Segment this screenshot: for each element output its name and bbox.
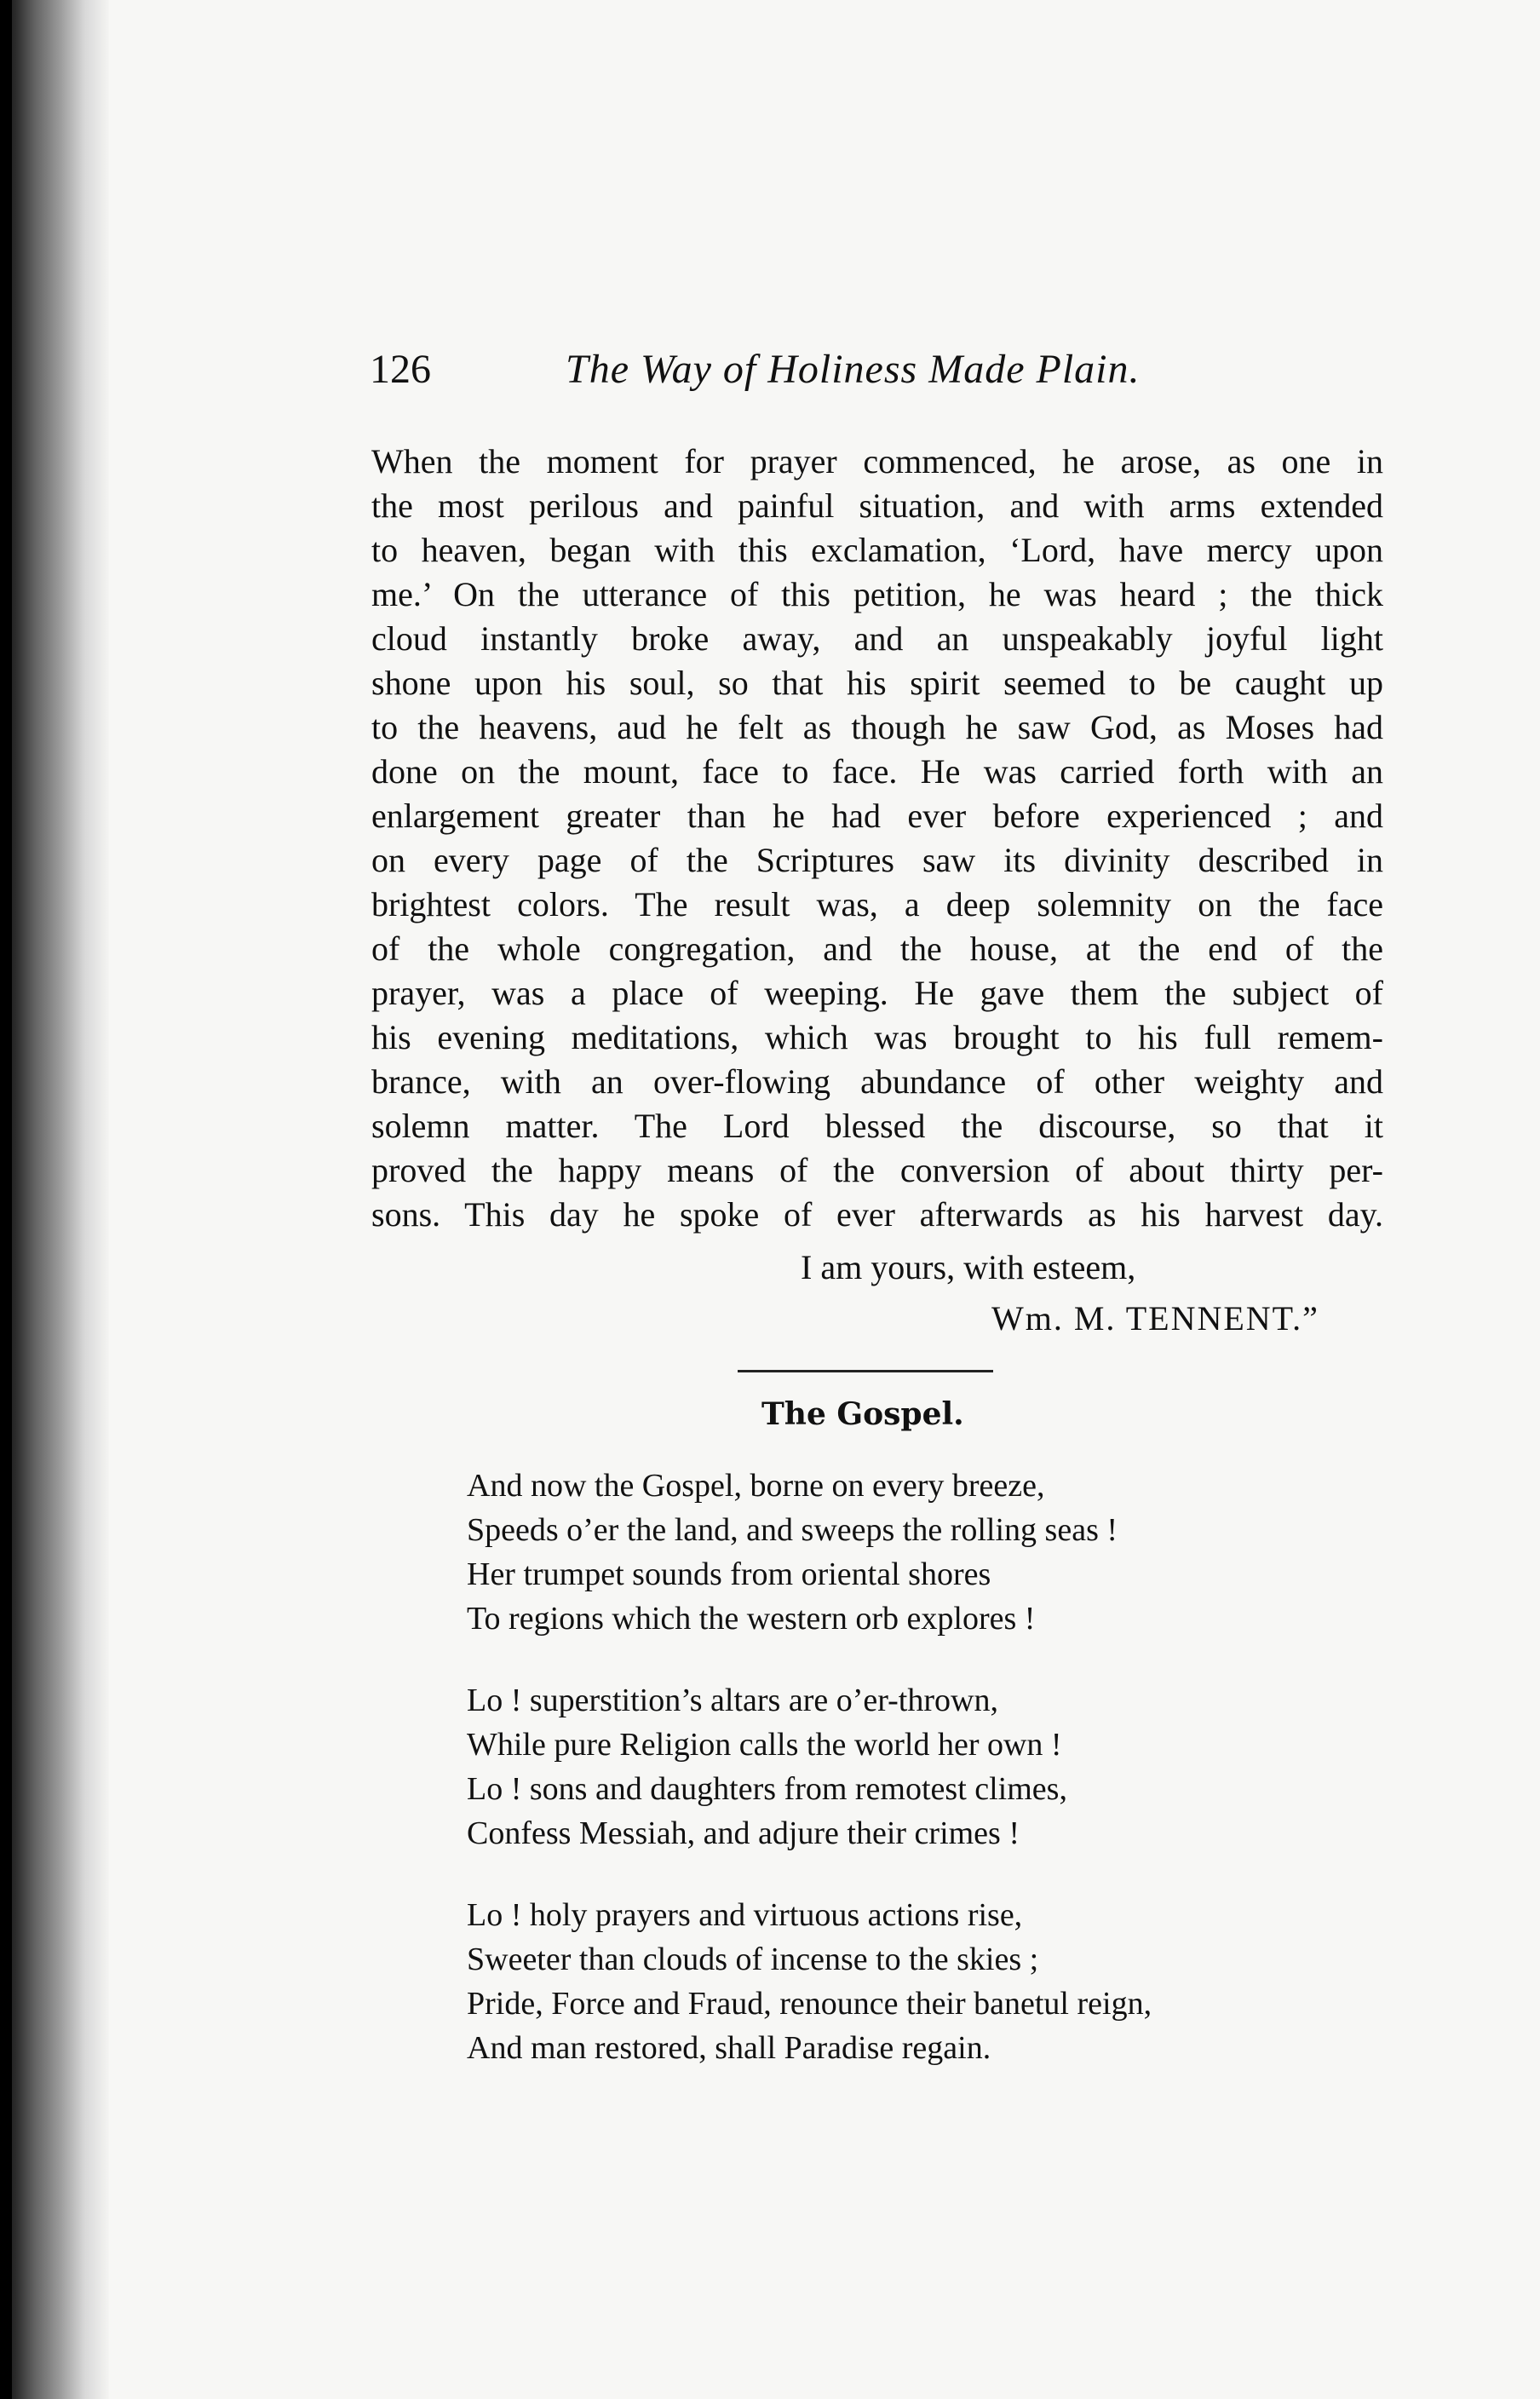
poem-title: The Gospel. (761, 1396, 964, 1432)
poem-line: Confess Messiah, and adjure their crimes ! (467, 1815, 1020, 1851)
body-line: on every page of the Scriptures saw its divinity described in (371, 841, 1383, 879)
poem-line: While pure Religion calls the world her own ! (467, 1727, 1062, 1763)
poem-line: To regions which the western orb explores ! (467, 1601, 1036, 1637)
page-binding-edge (0, 0, 109, 2399)
stanza-gap (467, 1641, 1336, 1678)
body-line: to the heavens, aud he felt as though he saw God, as Moses had (371, 708, 1383, 746)
body-line: When the moment for prayer commenced, he arose, as one in (371, 442, 1383, 480)
body-line: proved the happy means of the conversion of about thirty per- (371, 1151, 1383, 1189)
poem (467, 1464, 1336, 2070)
page-header (370, 349, 1238, 412)
body-line: brance, with an over-flowing abundance of other weighty and (371, 1062, 1383, 1101)
body-line: shone upon his soul, so that his spirit seemed to be caught up (371, 664, 1383, 702)
letter-signoff: I am yours, with esteem, (801, 1248, 1136, 1286)
body-line: enlargement greater than he had ever before experienced ; and (371, 797, 1383, 835)
body-line: me.’ On the utterance of this petition, he was heard ; the thick (371, 575, 1383, 613)
body-line: brightest colors. The result was, a deep solemnity on the face (371, 885, 1383, 923)
body-line: sons. This day he spoke of ever afterwards as his harvest day. (371, 1195, 1383, 1234)
letter-body (371, 440, 1383, 1237)
poem-line: Lo ! superstition’s altars are o’er-thrown, (467, 1683, 998, 1718)
body-line: his evening meditations, which was brought to his full remem- (371, 1018, 1383, 1056)
scan-border (0, 0, 12, 2399)
poem-line: Sweeter than clouds of incense to the skies ; (467, 1942, 1039, 1977)
poem-line: Pride, Force and Fraud, renounce their banetul reign, (467, 1986, 1152, 2022)
page-number: 126 (370, 347, 431, 392)
body-line: of the whole congregation, and the house, at the end of the (371, 929, 1383, 968)
body-line: solemn matter. The Lord blessed the discourse, so that it (371, 1107, 1383, 1145)
body-line: cloud instantly broke away, and an unspeakably joyful light (371, 619, 1383, 658)
poem-line: Lo ! sons and daughters from remotest climes, (467, 1771, 1067, 1807)
poem-line: Lo ! holy prayers and virtuous actions rise, (467, 1897, 1023, 1933)
poem-line: Speeds o’er the land, and sweeps the rolling seas ! (467, 1512, 1118, 1548)
section-divider (738, 1370, 993, 1372)
body-line: prayer, was a place of weeping. He gave them the subject of (371, 974, 1383, 1012)
poem-line: And now the Gospel, borne on every breeze, (467, 1468, 1045, 1504)
poem-line: And man restored, shall Paradise regain. (467, 2030, 991, 2066)
body-line: done on the mount, face to face. He was carried forth with an (371, 752, 1383, 791)
body-line: to heaven, began with this exclamation, ‘Lord, have mercy upon (371, 531, 1383, 569)
poem-line: Her trumpet sounds from oriental shores (467, 1556, 991, 1592)
running-title: The Way of Holiness Made Plain. (566, 347, 1141, 392)
stanza-gap (467, 1855, 1336, 1893)
body-line: the most perilous and painful situation, and with arms extended (371, 486, 1383, 525)
letter-signature: Wm. M. TENNENT.” (991, 1299, 1319, 1338)
